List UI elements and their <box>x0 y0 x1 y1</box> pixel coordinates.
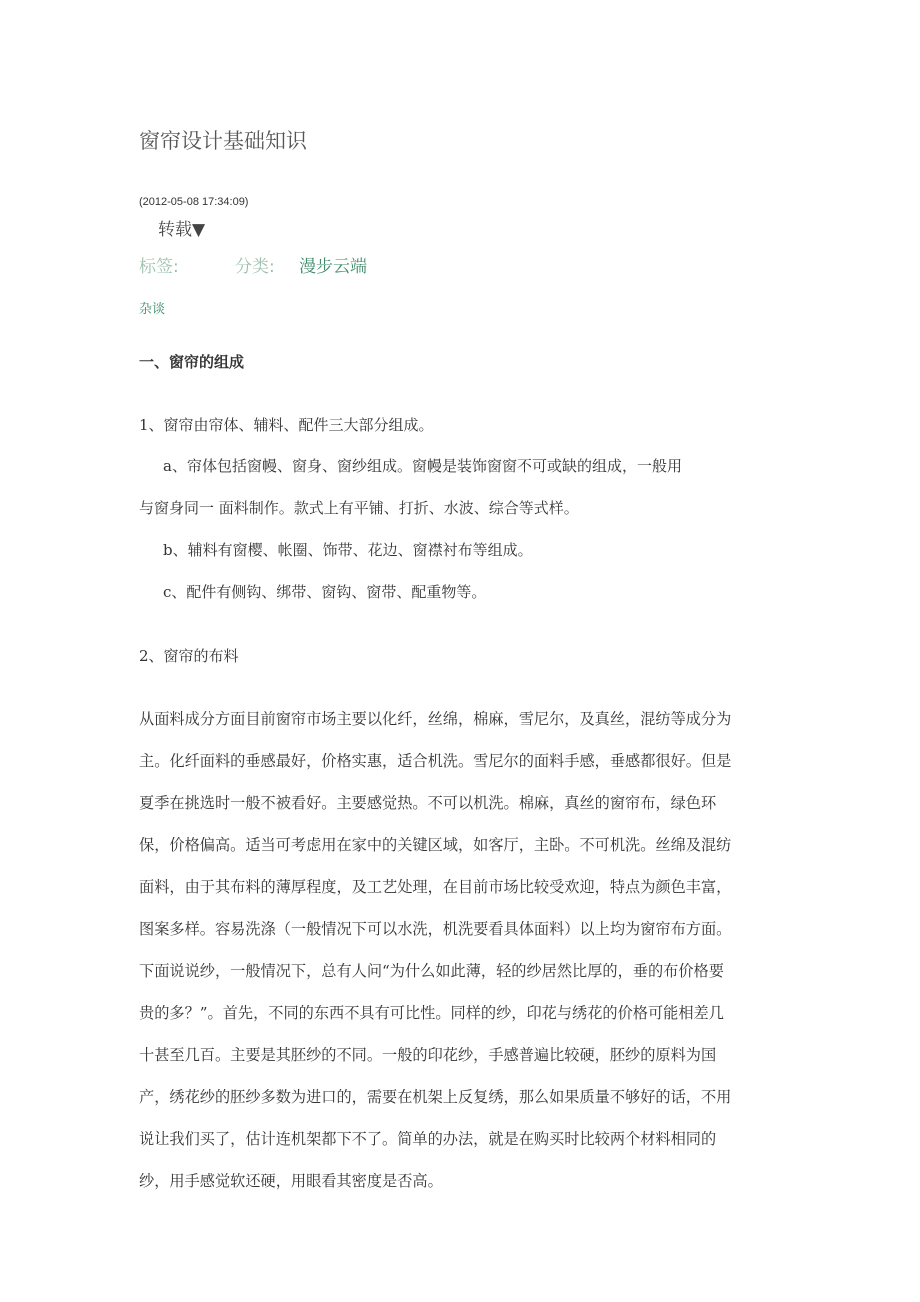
category-link[interactable]: 漫步云端 <box>299 257 367 277</box>
paragraph-line: 从面料成分方面目前窗帘市场主要以化纤，丝绵，棉麻，雪尼尔，及真丝，混纺等成分为 <box>139 710 732 728</box>
paragraph-line: 说让我们买了，估计连机架都下不了。简单的办法，就是在购买时比较两个材料相同的 <box>139 1130 717 1148</box>
paragraph-line: 纱，用手感觉软还硬，用眼看其密度是否高。 <box>139 1172 443 1190</box>
paragraph-line: 下面说说纱，一般情况下，总有人问“为什么如此薄，轻的纱居然比厚的，垂的布价格要 <box>139 962 724 980</box>
paragraph-line: 产，绣花纱的胚纱多数为进口的，需要在机架上反复绣，那么如果质量不够好的话，不用 <box>139 1088 732 1106</box>
section-heading: 一、窗帘的组成 <box>139 353 245 371</box>
tags-label: 标签: <box>139 257 179 277</box>
repost-dropdown[interactable]: 转载▼ <box>158 220 206 240</box>
paragraph-line: 贵的多？”。首先，不同的东西不具有可比性。同样的纱，印花与绣花的价格可能相差几 <box>139 1004 724 1022</box>
item-a-line2: 与窗身同一 面料制作。款式上有平铺、打折、水波、综合等式样。 <box>139 499 579 517</box>
article-date: (2012-05-08 17:34:09) <box>139 196 249 208</box>
item-2: 2、窗帘的布料 <box>139 647 239 665</box>
paragraph-line: 保，价格偏高。适当可考虑用在家中的关键区域，如客厅，主卧。不可机洗。丝绵及混纺 <box>139 836 732 854</box>
paragraph-line: 图案多样。容易洗涤（一般情况下可以水洗，机洗要看具体面料）以上均为窗帘布方面。 <box>139 920 732 938</box>
item-a-line1: a、帘体包括窗幔、窗身、窗纱组成。窗幔是装饰窗窗不可或缺的组成，一般用 <box>163 457 682 475</box>
paragraph-line: 主。化纤面料的垂感最好，价格实惠，适合机洗。雪尼尔的面料手感，垂感都很好。但是 <box>139 752 732 770</box>
item-b: b、辅料有窗樱、帐圈、饰带、花边、窗襟衬布等组成。 <box>163 541 533 559</box>
paragraph-line: 夏季在挑选时一般不被看好。主要感觉热。不可以机洗。棉麻，真丝的窗帘布，绿色环 <box>139 794 717 812</box>
item-1: 1、窗帘由帘体、辅料、配件三大部分组成。 <box>139 416 434 434</box>
category-label: 分类: <box>235 257 275 277</box>
tag-link[interactable]: 杂谈 <box>139 302 166 317</box>
paragraph-line: 十甚至几百。主要是其胚纱的不同。一般的印花纱，手感普遍比较硬，胚纱的原料为国 <box>139 1046 717 1064</box>
fabric-paragraph <box>139 709 779 1213</box>
article-title: 窗帘设计基础知识 <box>139 129 307 153</box>
item-c: c、配件有侧钩、绑带、窗钩、窗带、配重物等。 <box>163 583 487 601</box>
paragraph-line: 面料，由于其布料的薄厚程度，及工艺处理，在目前市场比较受欢迎，特点为颜色丰富， <box>139 878 732 896</box>
